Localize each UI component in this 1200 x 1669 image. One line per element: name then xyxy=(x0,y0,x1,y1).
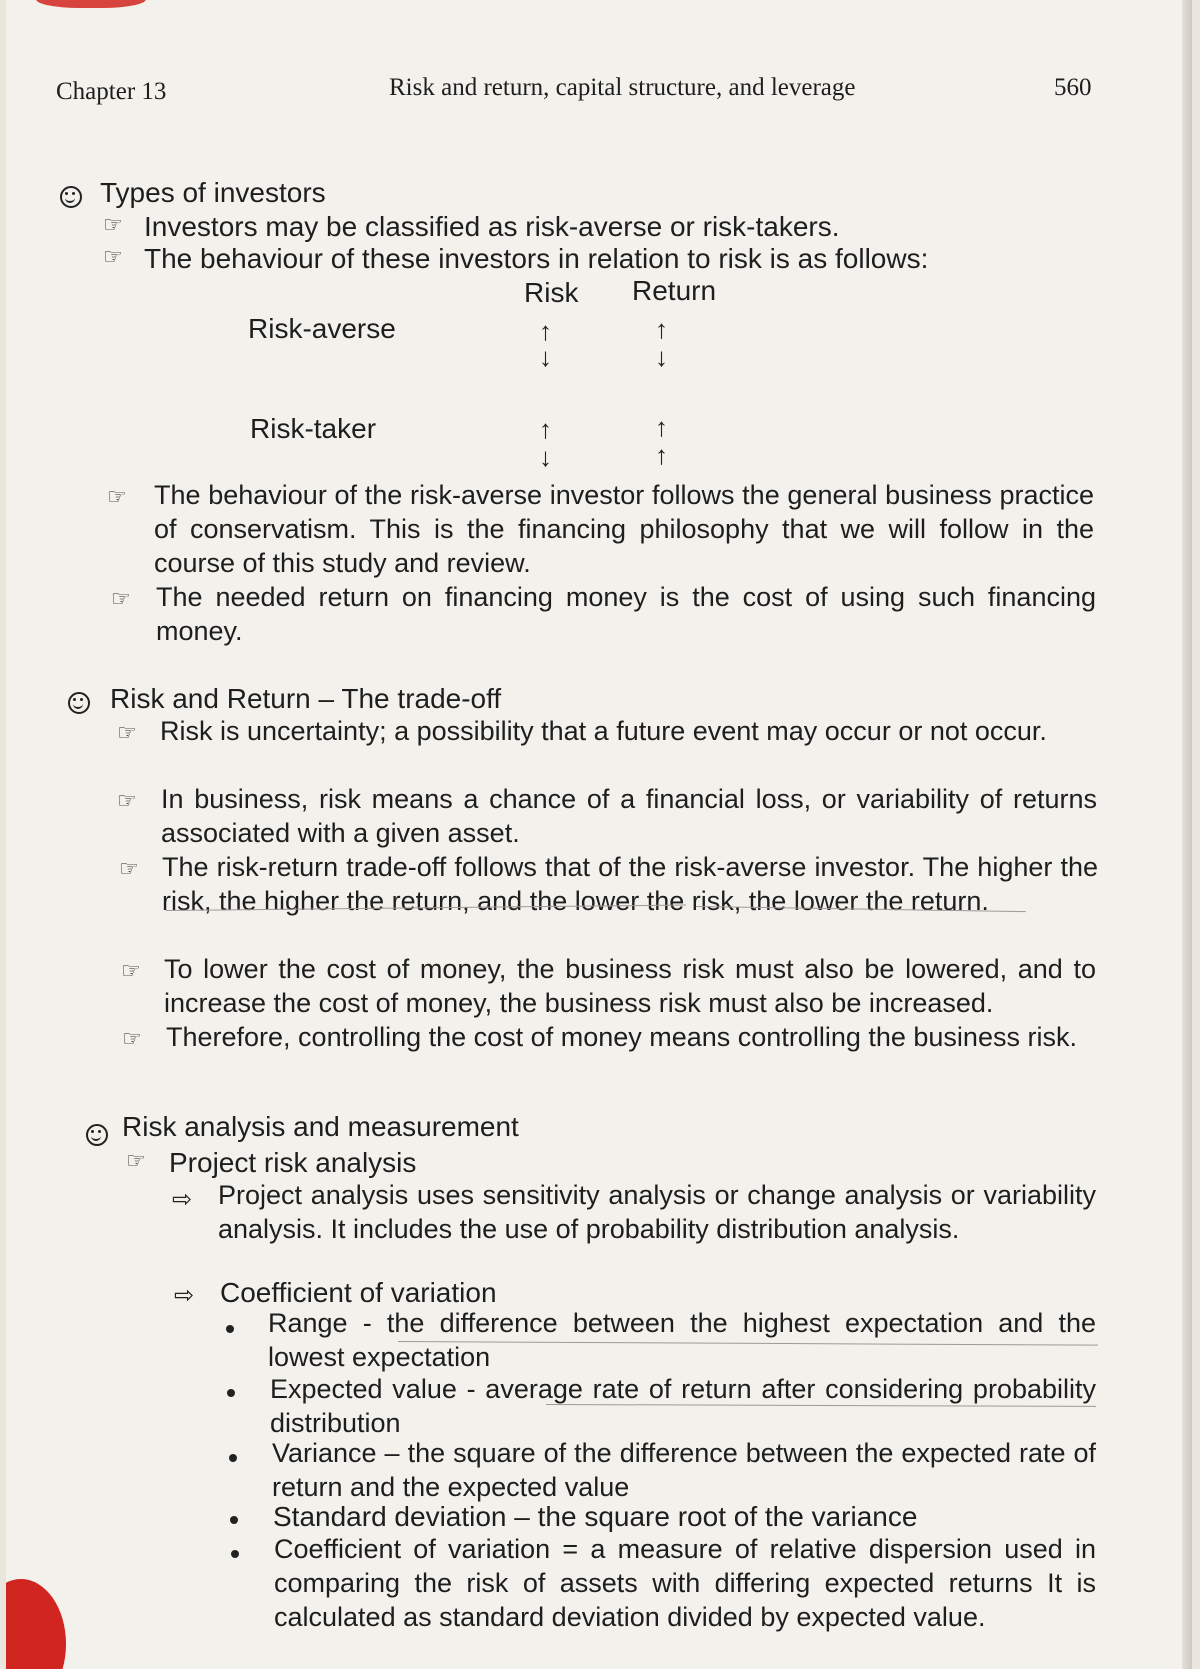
pointing-hand-icon: ☞ xyxy=(111,586,131,611)
sub-heading-project-risk-analysis: Project risk analysis xyxy=(169,1147,417,1178)
up-arrow-icon: ↑ xyxy=(539,414,552,444)
financing-cost-point: The needed return on financing money is the cost of using such financing money. xyxy=(156,582,1096,646)
variance-definition: Variance – the square of the difference between the expected rate of return and the expected value xyxy=(272,1438,1096,1502)
down-arrow-icon: ↓ xyxy=(655,342,668,372)
red-tab-mark xyxy=(36,0,146,8)
investor-classification-point: Investors may be classified as risk-averse or risk-takers. xyxy=(144,211,840,242)
coefficient-of-variation-item: Coefficient of variation xyxy=(220,1277,497,1308)
page-edge-shadow xyxy=(1182,0,1192,1669)
conservatism-point: The behaviour of the risk-averse investor follows the general business practice of conservatism. This is the financing philosophy that we will follow in the course of this study and review. xyxy=(154,480,1094,578)
smiley-bullet-icon xyxy=(68,692,90,714)
smiley-bullet-icon xyxy=(60,186,82,208)
bullet-dot xyxy=(230,1516,238,1524)
running-title: Risk and return, capital structure, and leverage xyxy=(389,74,856,101)
up-arrow-icon: ↑ xyxy=(539,316,552,346)
down-arrow-icon: ↓ xyxy=(539,442,552,472)
row-label-risk-averse: Risk-averse xyxy=(248,313,396,344)
tradeoff-point: The risk-return trade-off follows that of the risk-averse investor. The higher the risk, the higher the return, and the lower the risk, the lower the return. xyxy=(162,852,1098,916)
expected-value-definition: Expected value - average rate of return after considering probability distribution xyxy=(270,1374,1096,1438)
pointing-hand-icon: ☞ xyxy=(122,1026,142,1051)
section-heading-types-of-investors: Types of investors xyxy=(100,177,326,208)
pointing-hand-icon: ☞ xyxy=(103,212,123,237)
business-risk-point: In business, risk means a chance of a financial loss, or variability of returns associated with a given asset. xyxy=(161,784,1097,848)
pointing-hand-icon: ☞ xyxy=(107,484,127,509)
range-definition: Range - the difference between the highest expectation and the lowest expectation xyxy=(268,1308,1096,1372)
investor-behaviour-point: The behaviour of these investors in relation to risk is as follows: xyxy=(144,243,929,274)
up-arrow-icon: ↑ xyxy=(655,412,668,442)
pointing-hand-icon: ☞ xyxy=(121,958,141,983)
project-analysis-item: Project analysis uses sensitivity analysis or change analysis or variability analysis. It includes the use of probability distribution analysis. xyxy=(218,1180,1096,1244)
risk-uncertainty-point: Risk is uncertainty; a possibility that a future event may occur or not occur. xyxy=(160,716,1047,746)
up-arrow-icon: ↑ xyxy=(655,314,668,344)
coefficient-of-variation-definition: Coefficient of variation = a measure of relative dispersion used in comparing the risk of assets with differing expected returns It is calculated as standard deviation divided by expected value. xyxy=(274,1534,1096,1632)
red-corner-mark xyxy=(6,1579,66,1669)
bullet-dot xyxy=(229,1454,237,1462)
bullet-dot xyxy=(231,1550,239,1558)
page-header xyxy=(6,74,1192,114)
pointing-hand-icon: ☞ xyxy=(126,1148,146,1173)
smiley-bullet-icon xyxy=(86,1124,108,1146)
cost-of-money-point: To lower the cost of money, the business risk must also be lowered, and to increase the cost of money, the business risk must also be increased. xyxy=(164,954,1096,1018)
scanned-page xyxy=(6,0,1192,1669)
double-arrow-icon: ⇨ xyxy=(172,1186,193,1213)
table-header-return: Return xyxy=(632,275,717,306)
double-arrow-icon: ⇨ xyxy=(174,1282,195,1309)
bullet-dot xyxy=(226,1325,234,1333)
page-number: 560 xyxy=(1054,74,1092,101)
pointing-hand-icon: ☞ xyxy=(103,244,123,269)
pointing-hand-icon: ☞ xyxy=(117,788,137,813)
down-arrow-icon: ↓ xyxy=(539,342,552,372)
section-heading-risk-analysis: Risk analysis and measurement xyxy=(122,1111,519,1142)
pointing-hand-icon: ☞ xyxy=(119,856,139,881)
section-heading-risk-return-tradeoff: Risk and Return – The trade-off xyxy=(110,683,502,714)
up-arrow-icon: ↑ xyxy=(655,440,668,470)
table-header-risk: Risk xyxy=(524,277,579,308)
controlling-risk-point: Therefore, controlling the cost of money means controlling the business risk. xyxy=(166,1022,1077,1052)
pointing-hand-icon: ☞ xyxy=(117,720,137,745)
bullet-dot xyxy=(227,1389,235,1397)
standard-deviation-definition: Standard deviation – the square root of the variance xyxy=(273,1501,918,1532)
chapter-label: Chapter 13 xyxy=(56,78,167,105)
row-label-risk-taker: Risk-taker xyxy=(250,413,377,444)
